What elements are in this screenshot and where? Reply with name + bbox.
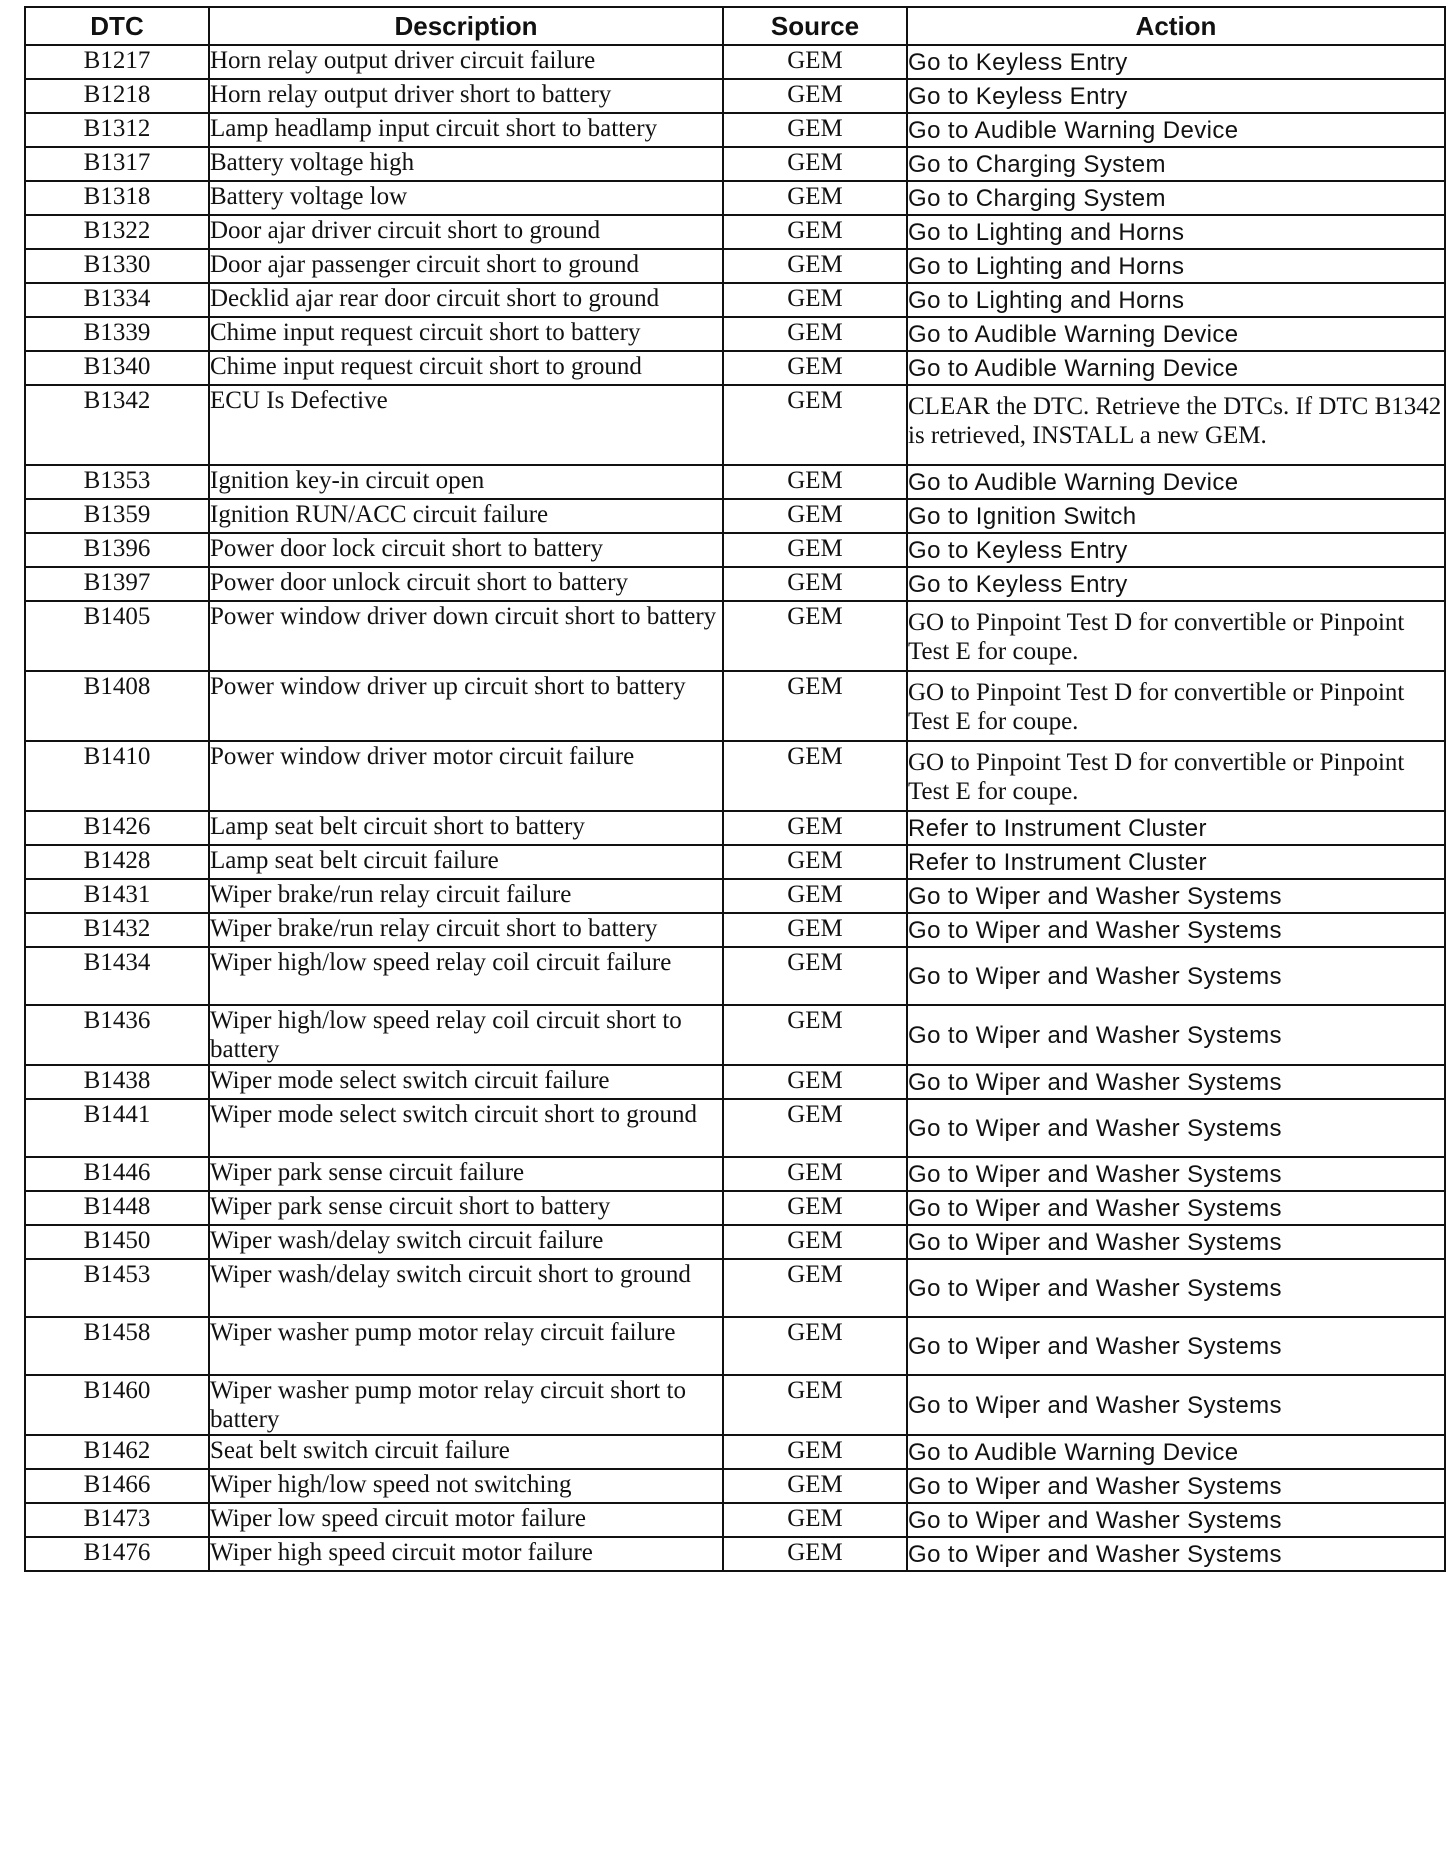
dtc-source: GEM [723, 79, 907, 113]
dtc-source: GEM [723, 741, 907, 811]
table-row [25, 1099, 1445, 1157]
dtc-code: B1453 [25, 1259, 209, 1317]
dtc-action: Go to Wiper and Washer Systems [907, 1503, 1445, 1537]
dtc-action: Go to Wiper and Washer Systems [907, 1317, 1445, 1375]
dtc-action: Go to Wiper and Washer Systems [907, 1005, 1445, 1065]
dtc-action: Go to Wiper and Washer Systems [907, 913, 1445, 947]
header-description: Description [209, 7, 723, 45]
dtc-source: GEM [723, 113, 907, 147]
dtc-source: GEM [723, 1065, 907, 1099]
dtc-code: B1462 [25, 1435, 209, 1469]
header-source: Source [723, 7, 907, 45]
dtc-action: Go to Keyless Entry [907, 567, 1445, 601]
dtc-description: Wiper washer pump motor relay circuit short to battery [209, 1375, 723, 1435]
table-row [25, 741, 1445, 811]
dtc-source: GEM [723, 215, 907, 249]
dtc-action: Go to Audible Warning Device [907, 317, 1445, 351]
dtc-source: GEM [723, 1503, 907, 1537]
dtc-code: B1334 [25, 283, 209, 317]
table-row [25, 671, 1445, 741]
dtc-code: B1218 [25, 79, 209, 113]
table-row [25, 1469, 1445, 1503]
table-row [25, 351, 1445, 385]
dtc-description: Wiper high/low speed not switching [209, 1469, 723, 1503]
dtc-description: Wiper park sense circuit failure [209, 1157, 723, 1191]
dtc-code: B1428 [25, 845, 209, 879]
dtc-code: B1408 [25, 671, 209, 741]
dtc-source: GEM [723, 465, 907, 499]
dtc-code: B1397 [25, 567, 209, 601]
dtc-table [24, 6, 1446, 1572]
dtc-source: GEM [723, 601, 907, 671]
dtc-source: GEM [723, 1469, 907, 1503]
dtc-description: Chime input request circuit short to ground [209, 351, 723, 385]
dtc-action: Go to Lighting and Horns [907, 283, 1445, 317]
dtc-description: Ignition key-in circuit open [209, 465, 723, 499]
dtc-source: GEM [723, 879, 907, 913]
dtc-source: GEM [723, 1157, 907, 1191]
dtc-code: B1473 [25, 1503, 209, 1537]
dtc-action: Go to Audible Warning Device [907, 465, 1445, 499]
table-body [25, 45, 1445, 1571]
dtc-code: B1342 [25, 385, 209, 465]
dtc-action: Go to Audible Warning Device [907, 1435, 1445, 1469]
dtc-source: GEM [723, 1435, 907, 1469]
dtc-description: Wiper wash/delay switch circuit short to ground [209, 1259, 723, 1317]
dtc-action: Go to Wiper and Washer Systems [907, 1065, 1445, 1099]
table-row [25, 567, 1445, 601]
table-row [25, 601, 1445, 671]
dtc-code: B1431 [25, 879, 209, 913]
dtc-action: Go to Wiper and Washer Systems [907, 1537, 1445, 1571]
header-dtc: DTC [25, 7, 209, 45]
table-row [25, 1537, 1445, 1571]
dtc-description: Door ajar driver circuit short to ground [209, 215, 723, 249]
table-row [25, 79, 1445, 113]
dtc-code: B1476 [25, 1537, 209, 1571]
table-row [25, 1005, 1445, 1065]
dtc-code: B1339 [25, 317, 209, 351]
dtc-code: B1436 [25, 1005, 209, 1065]
dtc-description: ECU Is Defective [209, 385, 723, 465]
dtc-action: Go to Wiper and Washer Systems [907, 1375, 1445, 1435]
dtc-source: GEM [723, 671, 907, 741]
dtc-description: Wiper mode select switch circuit short to ground [209, 1099, 723, 1157]
dtc-action: Go to Keyless Entry [907, 45, 1445, 79]
dtc-code: B1405 [25, 601, 209, 671]
dtc-source: GEM [723, 1259, 907, 1317]
dtc-action: CLEAR the DTC. Retrieve the DTCs. If DTC B1342 is retrieved, INSTALL a new GEM. [907, 385, 1445, 465]
dtc-action: Go to Wiper and Washer Systems [907, 1157, 1445, 1191]
table-row [25, 1157, 1445, 1191]
table-row [25, 499, 1445, 533]
dtc-description: Wiper high/low speed relay coil circuit failure [209, 947, 723, 1005]
dtc-description: Ignition RUN/ACC circuit failure [209, 499, 723, 533]
dtc-description: Seat belt switch circuit failure [209, 1435, 723, 1469]
dtc-code: B1434 [25, 947, 209, 1005]
table-row [25, 811, 1445, 845]
dtc-action: Go to Wiper and Washer Systems [907, 947, 1445, 1005]
table-row [25, 215, 1445, 249]
dtc-source: GEM [723, 1099, 907, 1157]
dtc-description: Horn relay output driver short to battery [209, 79, 723, 113]
dtc-action: Refer to Instrument Cluster [907, 811, 1445, 845]
dtc-action: Go to Audible Warning Device [907, 351, 1445, 385]
dtc-description: Horn relay output driver circuit failure [209, 45, 723, 79]
dtc-description: Lamp headlamp input circuit short to battery [209, 113, 723, 147]
dtc-action: Go to Charging System [907, 181, 1445, 215]
dtc-source: GEM [723, 249, 907, 283]
dtc-description: Power window driver motor circuit failure [209, 741, 723, 811]
table-row [25, 1375, 1445, 1435]
table-row [25, 879, 1445, 913]
table-row [25, 1259, 1445, 1317]
dtc-action: Go to Keyless Entry [907, 79, 1445, 113]
dtc-code: B1438 [25, 1065, 209, 1099]
dtc-source: GEM [723, 913, 907, 947]
table-row [25, 249, 1445, 283]
dtc-action: Refer to Instrument Cluster [907, 845, 1445, 879]
dtc-description: Wiper mode select switch circuit failure [209, 1065, 723, 1099]
dtc-description: Door ajar passenger circuit short to ground [209, 249, 723, 283]
table-row [25, 181, 1445, 215]
dtc-source: GEM [723, 567, 907, 601]
dtc-action: Go to Wiper and Washer Systems [907, 1469, 1445, 1503]
dtc-code: B1432 [25, 913, 209, 947]
table-row [25, 1065, 1445, 1099]
dtc-source: GEM [723, 1375, 907, 1435]
dtc-description: Power door lock circuit short to battery [209, 533, 723, 567]
header-action: Action [907, 7, 1445, 45]
table-row [25, 947, 1445, 1005]
dtc-source: GEM [723, 45, 907, 79]
dtc-code: B1441 [25, 1099, 209, 1157]
dtc-action: Go to Wiper and Washer Systems [907, 1191, 1445, 1225]
dtc-description: Wiper brake/run relay circuit failure [209, 879, 723, 913]
dtc-source: GEM [723, 811, 907, 845]
dtc-code: B1353 [25, 465, 209, 499]
dtc-source: GEM [723, 1191, 907, 1225]
dtc-source: GEM [723, 351, 907, 385]
table-row [25, 283, 1445, 317]
dtc-code: B1312 [25, 113, 209, 147]
table-row [25, 913, 1445, 947]
dtc-code: B1322 [25, 215, 209, 249]
dtc-description: Wiper brake/run relay circuit short to battery [209, 913, 723, 947]
dtc-action: Go to Wiper and Washer Systems [907, 1259, 1445, 1317]
dtc-description: Lamp seat belt circuit short to battery [209, 811, 723, 845]
table-row [25, 1435, 1445, 1469]
dtc-source: GEM [723, 283, 907, 317]
dtc-code: B1460 [25, 1375, 209, 1435]
dtc-action: Go to Wiper and Washer Systems [907, 879, 1445, 913]
dtc-code: B1330 [25, 249, 209, 283]
dtc-description: Wiper park sense circuit short to battery [209, 1191, 723, 1225]
dtc-action: Go to Ignition Switch [907, 499, 1445, 533]
dtc-code: B1396 [25, 533, 209, 567]
dtc-code: B1450 [25, 1225, 209, 1259]
dtc-action: Go to Lighting and Horns [907, 215, 1445, 249]
dtc-document [24, 6, 1444, 1572]
table-row [25, 1225, 1445, 1259]
table-row [25, 385, 1445, 465]
dtc-source: GEM [723, 499, 907, 533]
dtc-code: B1446 [25, 1157, 209, 1191]
table-row [25, 845, 1445, 879]
dtc-action: GO to Pinpoint Test D for convertible or Pinpoint Test E for coupe. [907, 741, 1445, 811]
dtc-description: Lamp seat belt circuit failure [209, 845, 723, 879]
dtc-code: B1448 [25, 1191, 209, 1225]
dtc-source: GEM [723, 1005, 907, 1065]
dtc-source: GEM [723, 947, 907, 1005]
dtc-code: B1318 [25, 181, 209, 215]
table-row [25, 45, 1445, 79]
table-row [25, 533, 1445, 567]
table-header-row [25, 7, 1445, 45]
table-row [25, 113, 1445, 147]
table-row [25, 1191, 1445, 1225]
dtc-code: B1317 [25, 147, 209, 181]
dtc-description: Battery voltage high [209, 147, 723, 181]
dtc-source: GEM [723, 147, 907, 181]
dtc-action: Go to Wiper and Washer Systems [907, 1225, 1445, 1259]
dtc-source: GEM [723, 317, 907, 351]
dtc-action: Go to Keyless Entry [907, 533, 1445, 567]
dtc-description: Wiper washer pump motor relay circuit failure [209, 1317, 723, 1375]
dtc-action: Go to Audible Warning Device [907, 113, 1445, 147]
table-row [25, 465, 1445, 499]
dtc-action: Go to Lighting and Horns [907, 249, 1445, 283]
table-row [25, 317, 1445, 351]
dtc-description: Wiper high speed circuit motor failure [209, 1537, 723, 1571]
dtc-code: B1458 [25, 1317, 209, 1375]
dtc-action: GO to Pinpoint Test D for convertible or Pinpoint Test E for coupe. [907, 601, 1445, 671]
dtc-description: Power door unlock circuit short to battery [209, 567, 723, 601]
dtc-code: B1466 [25, 1469, 209, 1503]
dtc-description: Battery voltage low [209, 181, 723, 215]
dtc-description: Power window driver up circuit short to battery [209, 671, 723, 741]
dtc-source: GEM [723, 1317, 907, 1375]
dtc-code: B1340 [25, 351, 209, 385]
dtc-description: Decklid ajar rear door circuit short to ground [209, 283, 723, 317]
dtc-source: GEM [723, 845, 907, 879]
dtc-code: B1359 [25, 499, 209, 533]
dtc-description: Wiper low speed circuit motor failure [209, 1503, 723, 1537]
dtc-source: GEM [723, 181, 907, 215]
dtc-description: Chime input request circuit short to battery [209, 317, 723, 351]
dtc-source: GEM [723, 533, 907, 567]
dtc-action: GO to Pinpoint Test D for convertible or Pinpoint Test E for coupe. [907, 671, 1445, 741]
dtc-source: GEM [723, 1225, 907, 1259]
dtc-description: Power window driver down circuit short to battery [209, 601, 723, 671]
dtc-description: Wiper wash/delay switch circuit failure [209, 1225, 723, 1259]
dtc-source: GEM [723, 385, 907, 465]
table-row [25, 1503, 1445, 1537]
dtc-description: Wiper high/low speed relay coil circuit short to battery [209, 1005, 723, 1065]
dtc-action: Go to Wiper and Washer Systems [907, 1099, 1445, 1157]
dtc-code: B1217 [25, 45, 209, 79]
dtc-code: B1426 [25, 811, 209, 845]
table-row [25, 1317, 1445, 1375]
dtc-code: B1410 [25, 741, 209, 811]
dtc-source: GEM [723, 1537, 907, 1571]
dtc-action: Go to Charging System [907, 147, 1445, 181]
table-row [25, 147, 1445, 181]
